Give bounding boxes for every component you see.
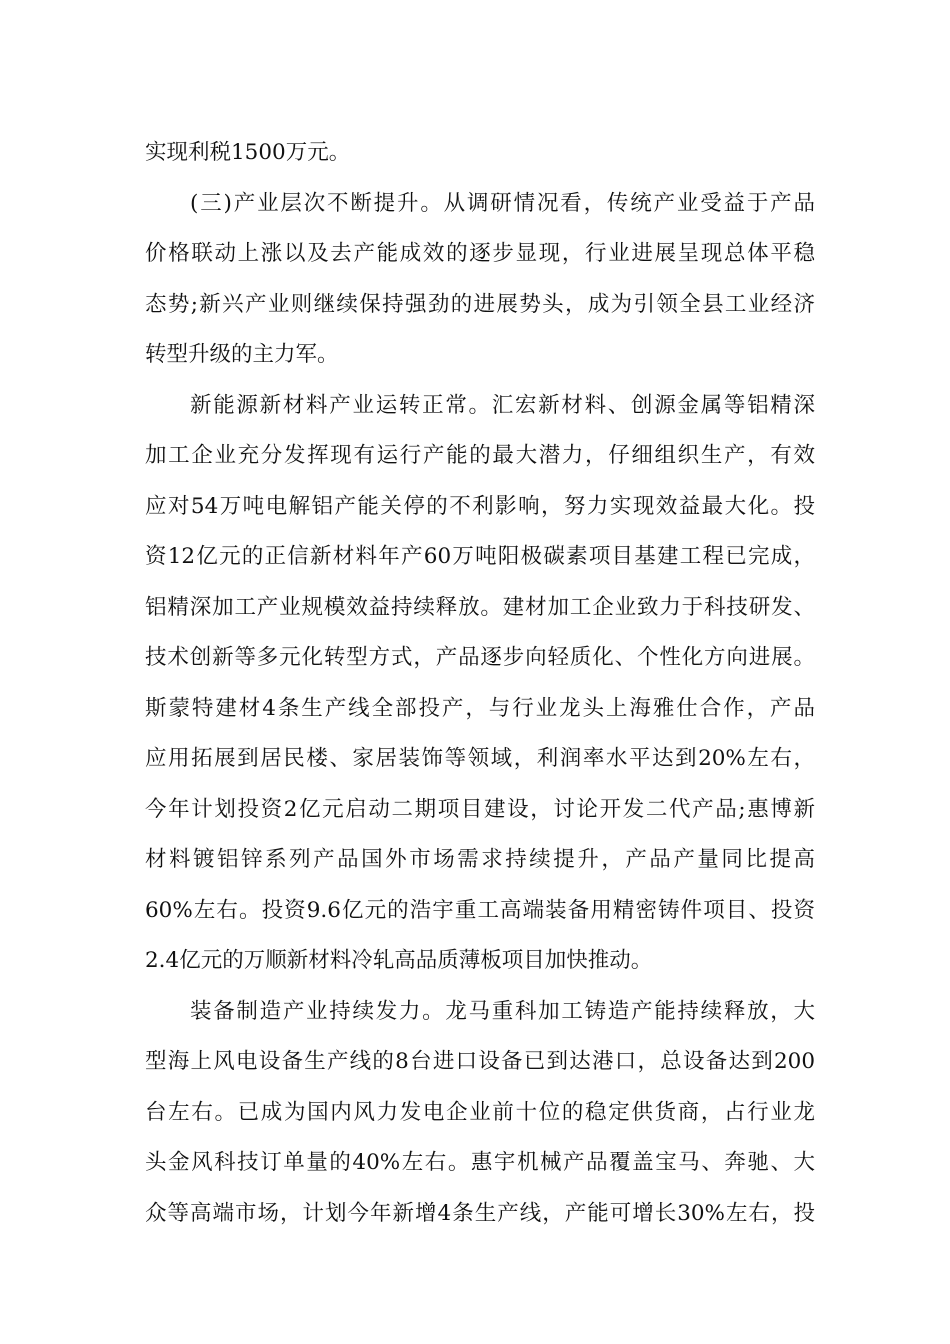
text-line: 加工企业充分发挥现有运行产能的最大潜力，仔细组织生产，有效 bbox=[145, 443, 815, 468]
text-line: 60%左右。投资9.6亿元的浩宇重工高端装备用精密铸件项目、投资 bbox=[145, 897, 815, 923]
text-line: 应对54万吨电解铝产能关停的不利影响，努力实现效益最大化。投 bbox=[145, 493, 815, 519]
text-line: 应用拓展到居民楼、家居装饰等领域，利润率水平达到20%左右， bbox=[145, 746, 815, 771]
text-line: 资12亿元的正信新材料年产60万吨阳极碳素项目基建工程已完成， bbox=[145, 544, 815, 569]
text-line: 型海上风电设备生产线的8台进口设备已到达港口，总设备达到200 bbox=[145, 1049, 815, 1074]
text-line: 铝精深加工产业规模效益持续释放。建材加工企业致力于科技研发、 bbox=[145, 594, 815, 620]
text-line: 斯蒙特建材4条生产线全部投产，与行业龙头上海雅仕合作，产品 bbox=[145, 695, 815, 721]
text-line: 态势;新兴产业则继续保持强劲的进展势头，成为引领全县工业经济 bbox=[145, 291, 815, 317]
text-line: 转型升级的主力军。 bbox=[145, 342, 339, 367]
text-line: 新能源新材料产业运转正常。汇宏新材料、创源金属等铝精深 bbox=[190, 392, 815, 418]
text-line: 众等高端市场，计划今年新增4条生产线，产能可增长30%左右，投 bbox=[145, 1200, 815, 1226]
text-line: 台左右。已成为国内风力发电企业前十位的稳定供货商，占行业龙 bbox=[145, 1099, 815, 1125]
text-line: 2.4亿元的万顺新材料冷轧高品质薄板项目加快推动。 bbox=[145, 948, 653, 973]
text-line: 技术创新等多元化转型方式，产品逐步向轻质化、个性化方向进展。 bbox=[145, 645, 815, 670]
text-line: 装备制造产业持续发力。龙马重科加工铸造产能持续释放，大 bbox=[190, 998, 815, 1024]
text-line: 价格联动上涨以及去产能成效的逐步显现，行业进展呈现总体平稳 bbox=[145, 241, 815, 266]
text-line: (三)产业层次不断提升。从调研情况看，传统产业受益于产品 bbox=[190, 190, 815, 216]
text-line: 今年计划投资2亿元启动二期项目建设，讨论开发二代产品;惠博新 bbox=[145, 796, 815, 822]
text-line: 材料镀铝锌系列产品国外市场需求持续提升，产品产量同比提高 bbox=[145, 847, 815, 872]
text-line: 头金风科技订单量的40%左右。惠宇机械产品覆盖宝马、奔驰、大 bbox=[145, 1150, 815, 1175]
text-line: 实现利税1500万元。 bbox=[145, 140, 351, 165]
